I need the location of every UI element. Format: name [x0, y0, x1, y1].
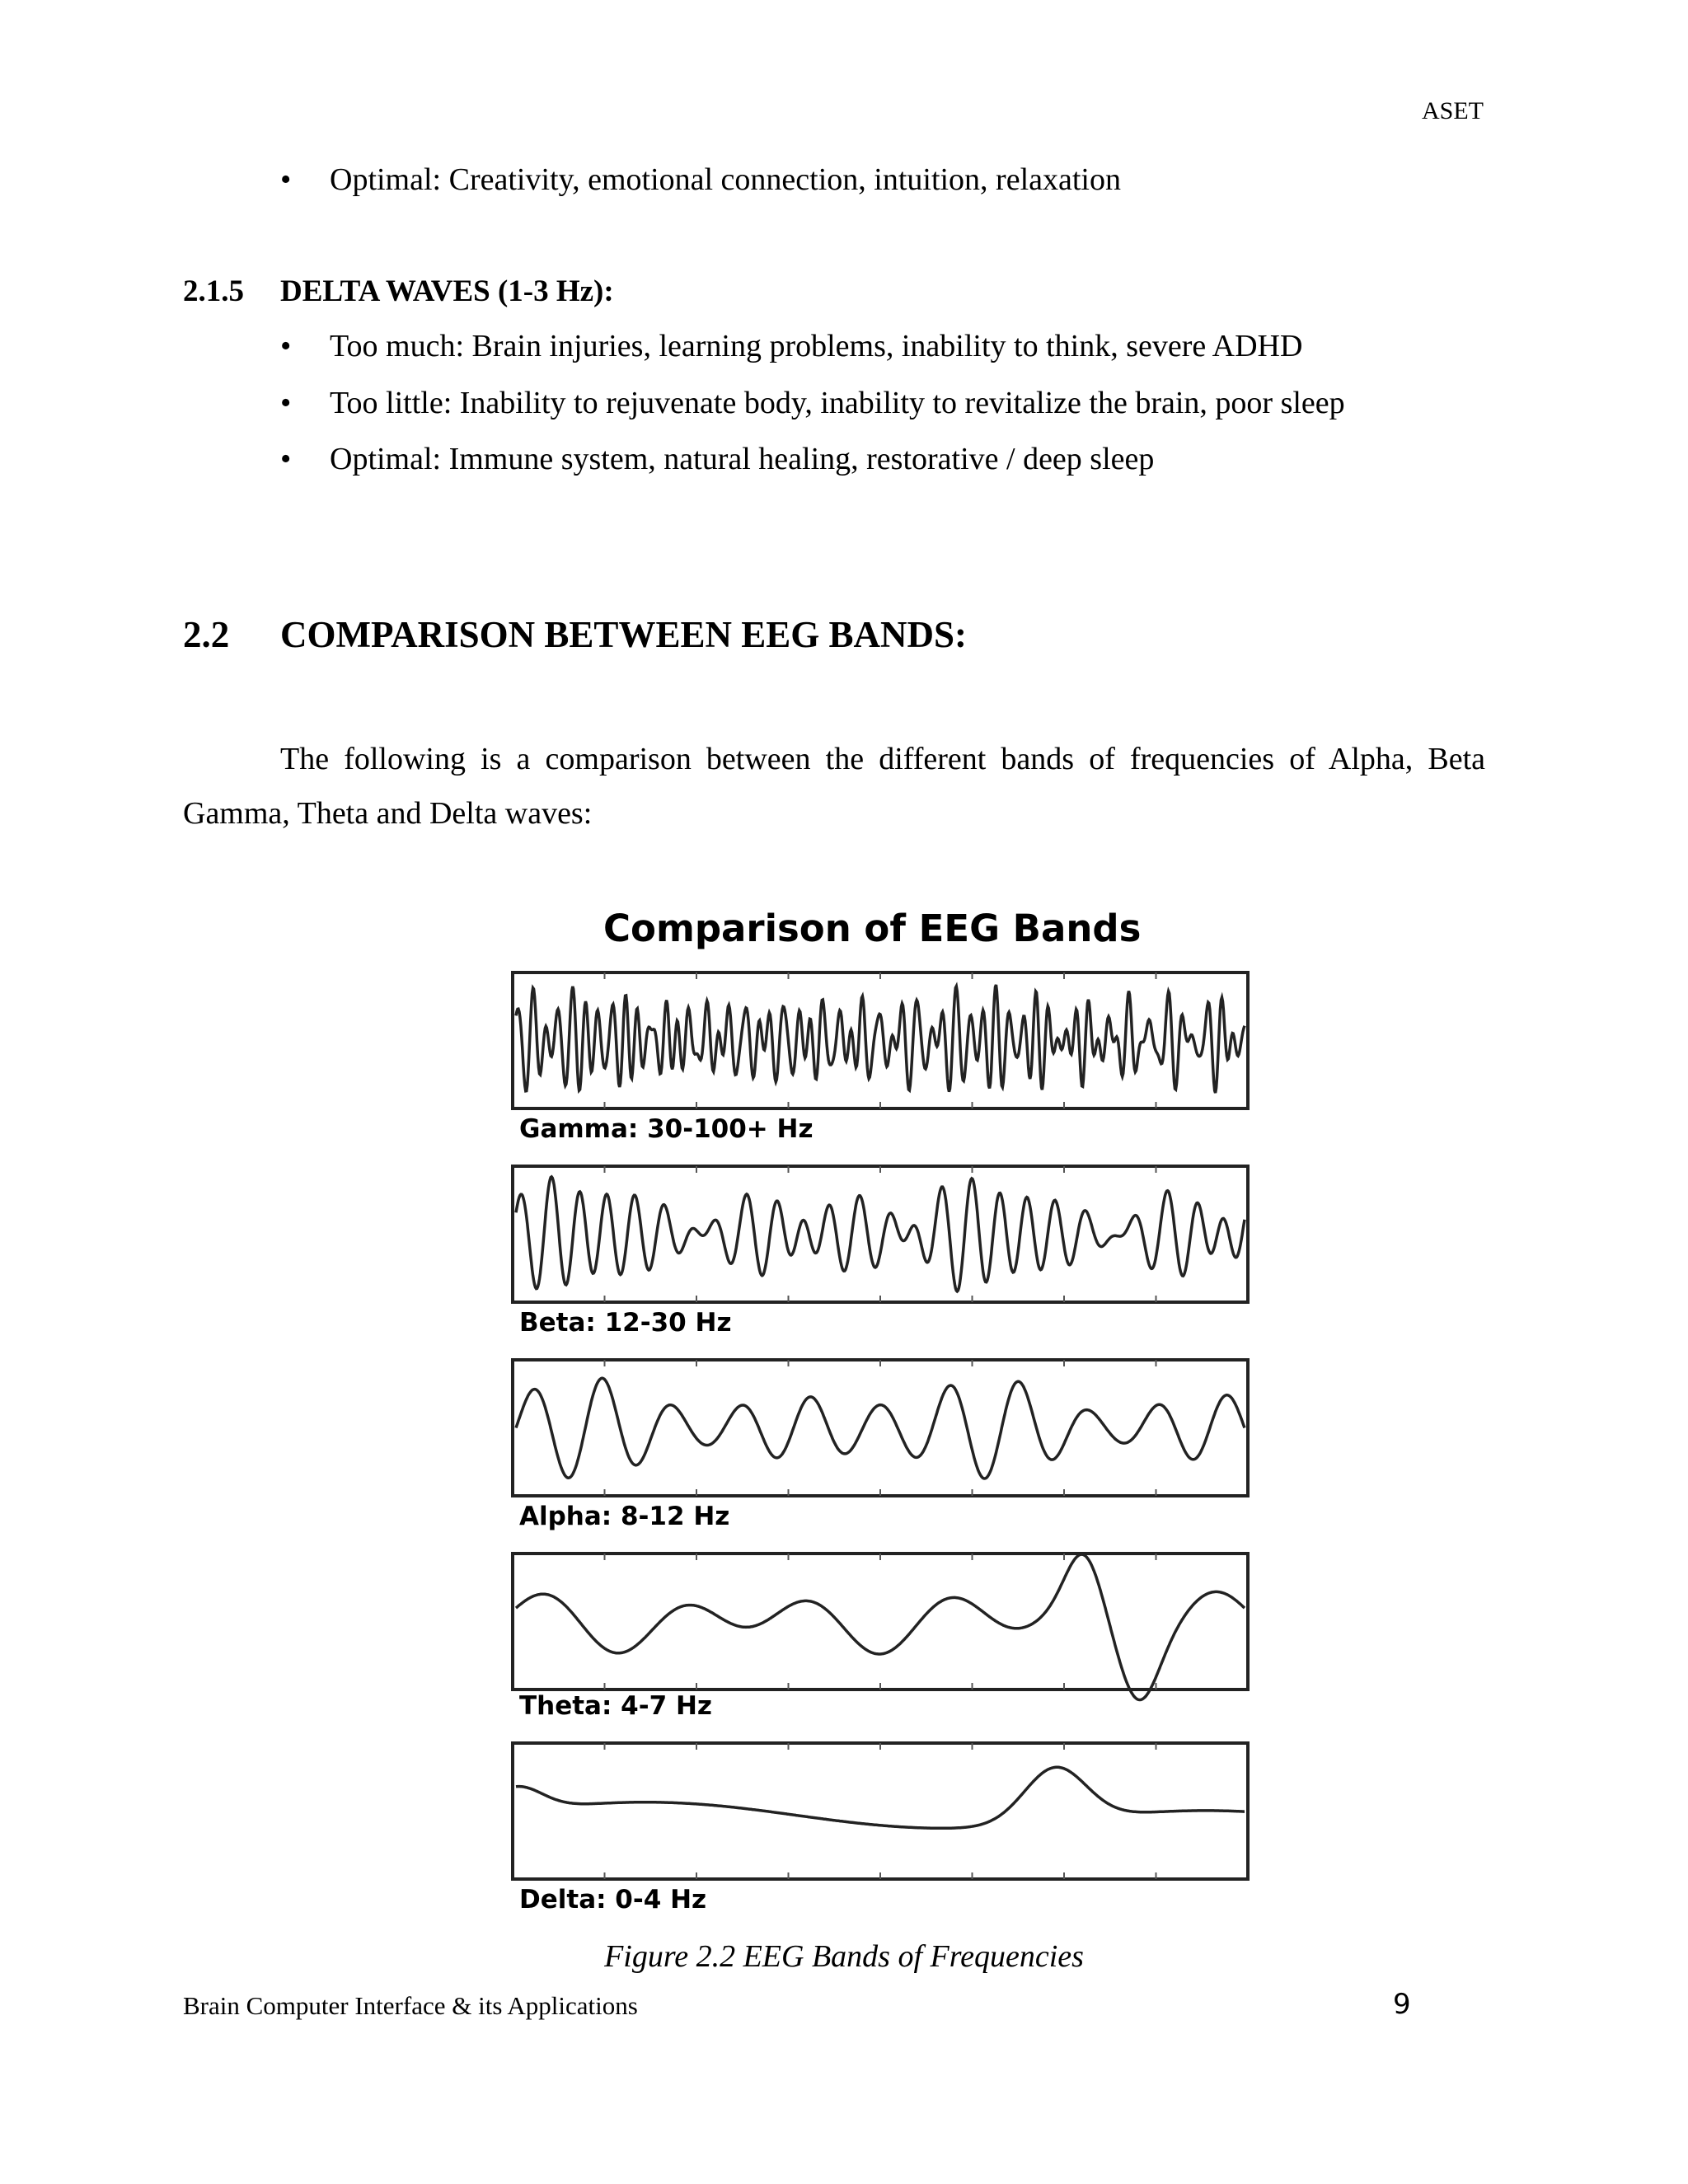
- subsection-number: 2.1.5: [183, 274, 244, 308]
- panel-frame-beta: [513, 1166, 1248, 1302]
- paragraph-text: The following is a comparison between the different bands of frequencies of Alpha, Beta Gamma, Theta and Delta waves:: [183, 742, 1485, 831]
- figure-title: Comparison of EEG Bands: [603, 907, 1142, 950]
- panel-label-alpha: Alpha: 8-12 Hz: [519, 1502, 730, 1531]
- panel-frame-theta: [513, 1554, 1248, 1690]
- eeg-waveforms-svg: [511, 898, 1253, 1929]
- footer-title: Brain Computer Interface & its Applications: [183, 1991, 638, 2020]
- bullet-icon: •: [280, 329, 292, 363]
- figure-caption: Figure 2.2 EEG Bands of Frequencies: [604, 1939, 1084, 1974]
- waveform-alpha: [516, 1378, 1245, 1479]
- bullet-icon: •: [280, 386, 292, 420]
- eeg-figure: [511, 898, 1253, 1929]
- waveform-delta: [516, 1767, 1245, 1828]
- subsection-heading: [183, 274, 614, 309]
- list-item-text: Optimal: Immune system, natural healing, restorative / deep sleep: [330, 442, 1155, 476]
- section-title: COMPARISON BETWEEN EEG BANDS:: [280, 614, 968, 655]
- bullet-icon: •: [280, 162, 292, 197]
- panel-label-delta: Delta: 0-4 Hz: [519, 1885, 707, 1915]
- panel-frame-alpha: [513, 1360, 1248, 1496]
- running-header: ASET: [1422, 97, 1484, 124]
- panel-label-gamma: Gamma: 30-100+ Hz: [519, 1114, 814, 1144]
- panel-label-beta: Beta: 12-30 Hz: [519, 1308, 732, 1338]
- panel-label-theta: Theta: 4-7 Hz: [519, 1691, 712, 1721]
- waveform-theta: [516, 1554, 1245, 1699]
- waveform-gamma: [516, 985, 1245, 1093]
- section-heading: [183, 613, 967, 656]
- subsection-title: DELTA WAVES (1-3 Hz):: [280, 274, 614, 308]
- body-paragraph: [183, 732, 1485, 841]
- page-number: 9: [1393, 1988, 1411, 2021]
- bullet-icon: •: [280, 442, 292, 476]
- list-item-text: Too little: Inability to rejuvenate body, inability to revitalize the brain, poor sleep: [330, 386, 1345, 420]
- waveform-beta: [516, 1177, 1245, 1291]
- section-number: 2.2: [183, 614, 230, 655]
- list-item-text: Too much: Brain injuries, learning problems, inability to think, severe ADHD: [330, 329, 1303, 363]
- list-item-text: Optimal: Creativity, emotional connection, intuition, relaxation: [330, 162, 1121, 197]
